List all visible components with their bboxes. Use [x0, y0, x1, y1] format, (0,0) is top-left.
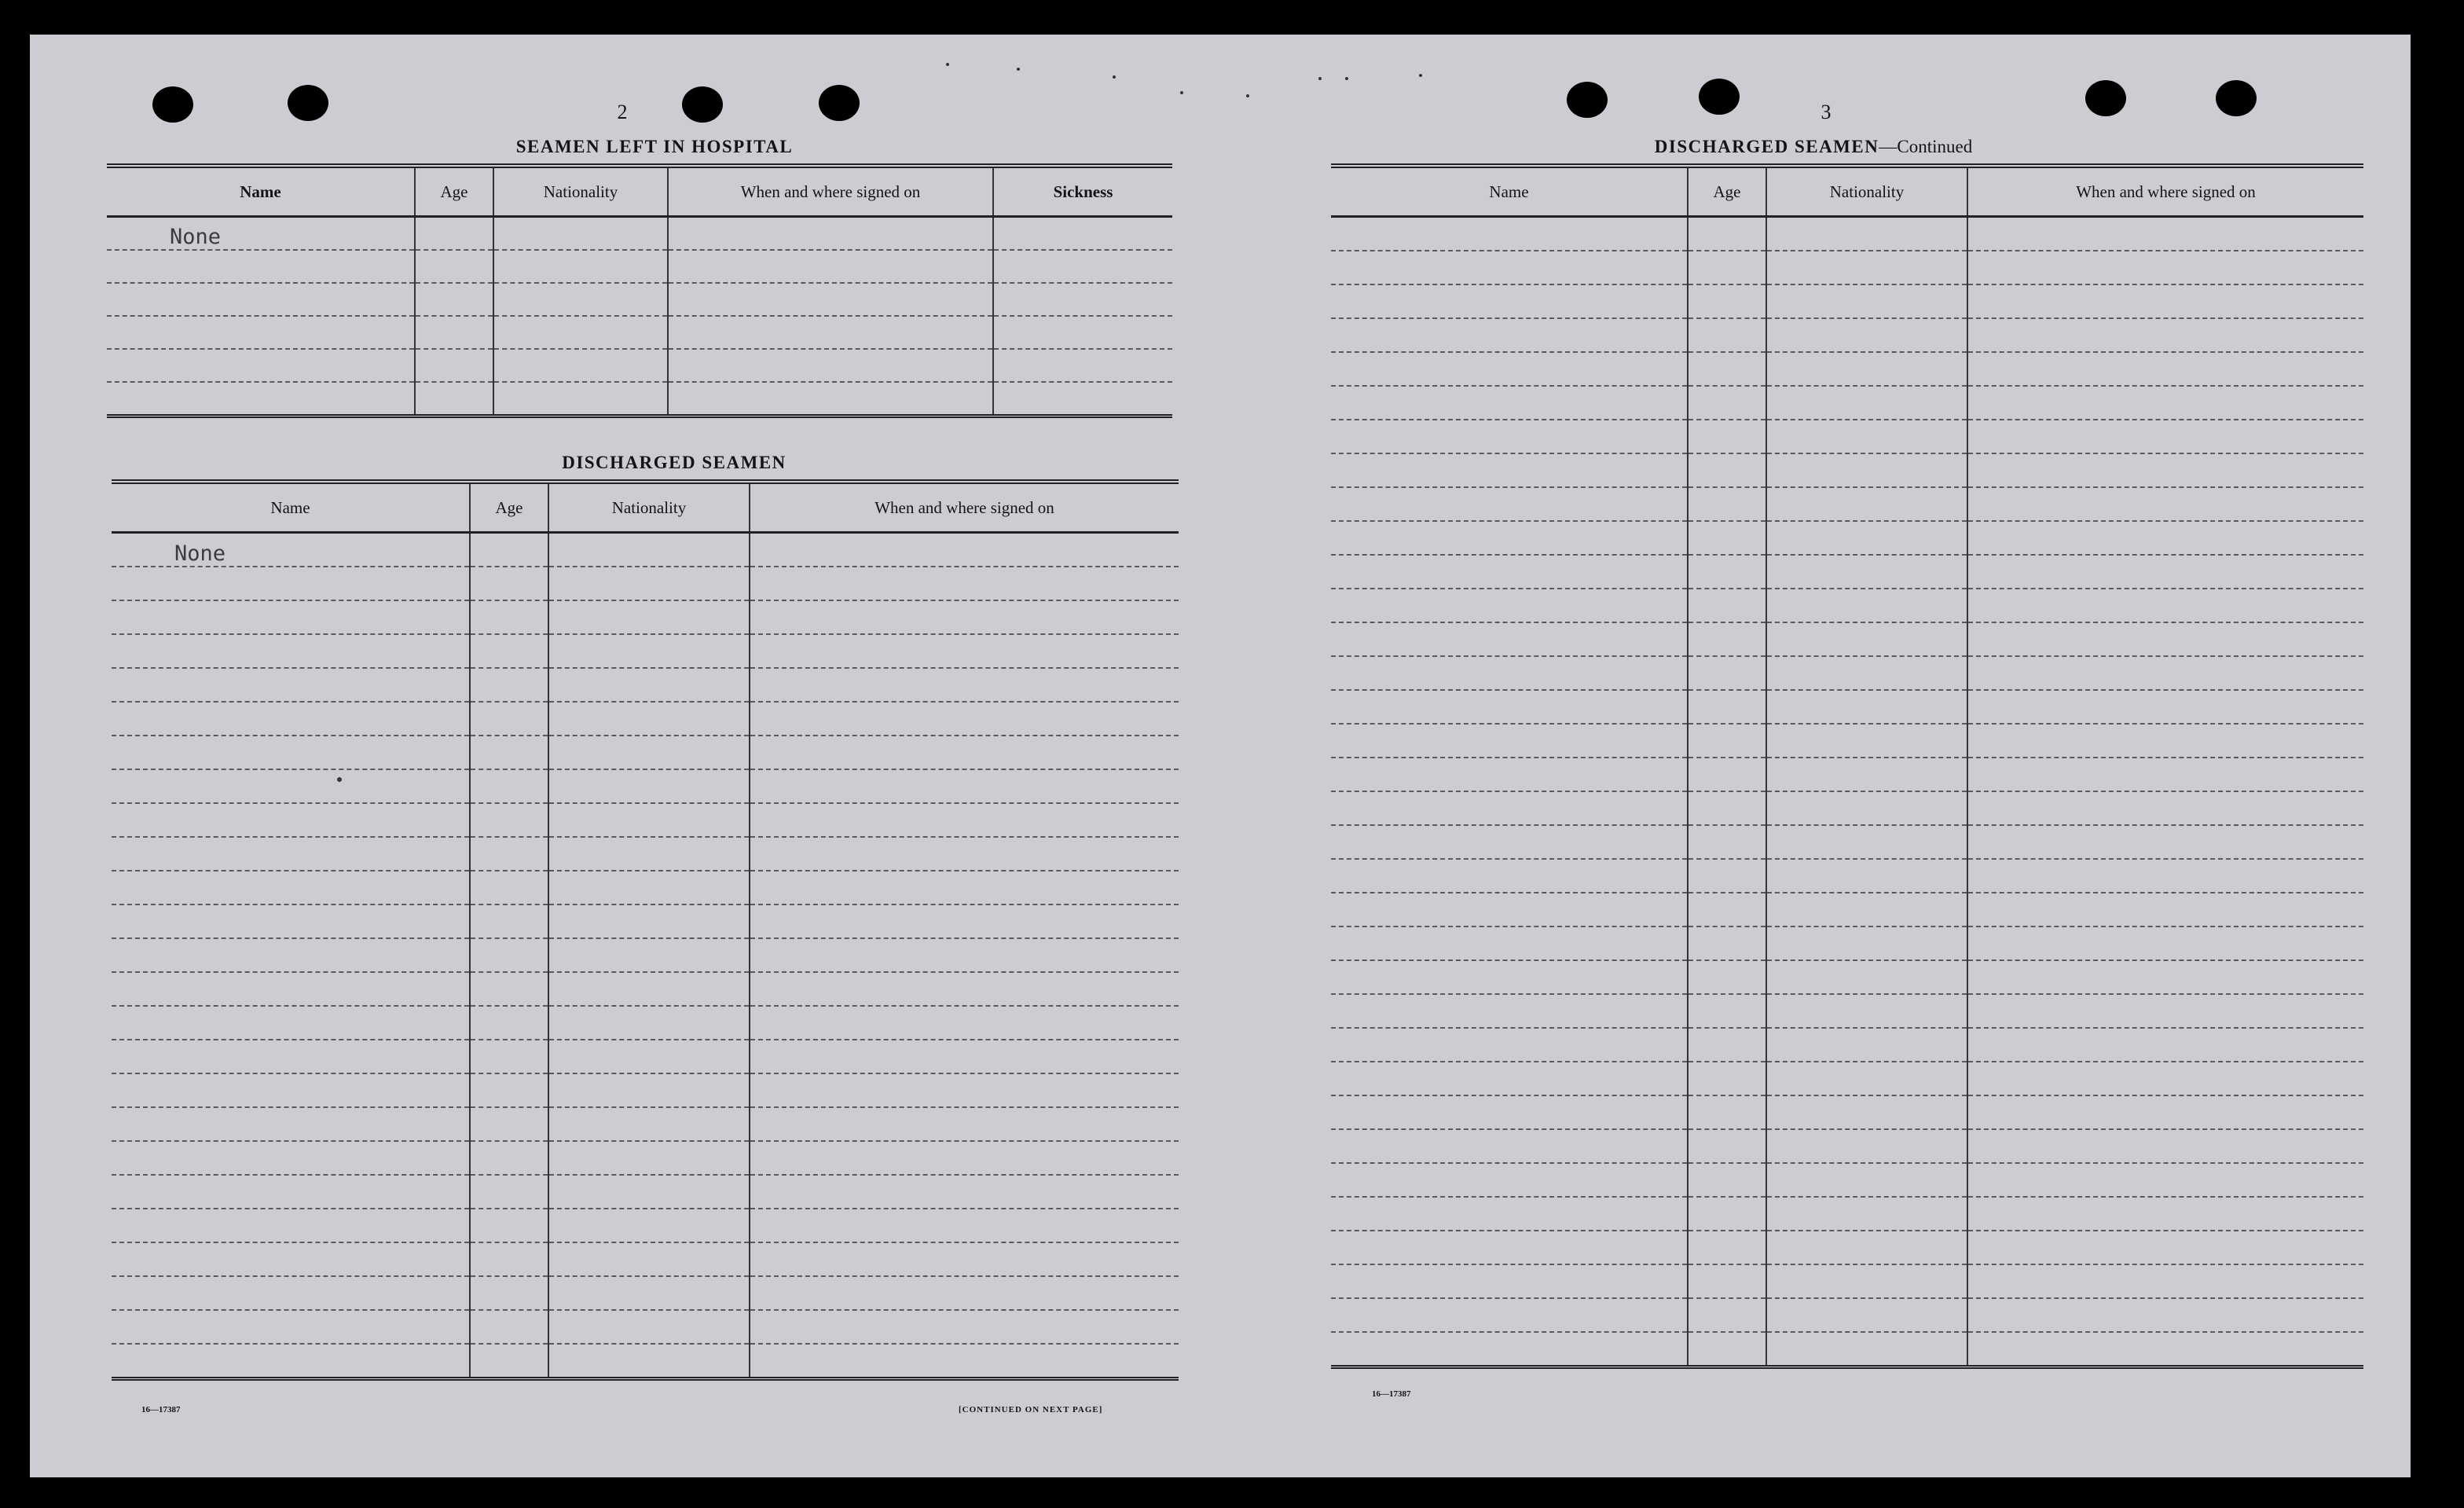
discharged-continued-title-text: DISCHARGED SEAMEN	[1654, 137, 1879, 156]
col-nationality-header: Nationality	[548, 482, 750, 533]
col-sickness-header: Sickness	[993, 166, 1172, 217]
speck	[337, 777, 342, 782]
page-number: 2	[617, 101, 628, 123]
table-cell: None	[112, 533, 470, 567]
speck	[1017, 68, 1020, 71]
continued-suffix: —Continued	[1879, 137, 1973, 156]
col-age-header: Age	[415, 166, 493, 217]
speck	[946, 63, 949, 66]
col-signed-on-header: When and where signed on	[668, 166, 993, 217]
speck	[1318, 77, 1322, 80]
col-name-header: Name	[1331, 166, 1688, 217]
table-cell: None	[107, 217, 415, 251]
discharged-title-text: DISCHARGED SEAMEN	[562, 453, 786, 472]
continued-note: [CONTINUED ON NEXT PAGE]	[959, 1405, 1103, 1414]
manifest-sheet	[30, 35, 2411, 1477]
form-code: 16—17387	[1372, 1389, 1411, 1399]
paper-specks	[30, 35, 2411, 1477]
speck	[1419, 74, 1422, 77]
speck	[1345, 77, 1348, 80]
col-name-header: Name	[107, 166, 415, 217]
col-name-header: Name	[112, 482, 470, 533]
hospital-title-text: SEAMEN LEFT IN HOSPITAL	[515, 137, 794, 156]
col-age-header: Age	[470, 482, 548, 533]
page-number: 3	[1820, 101, 1832, 123]
col-nationality-header: Nationality	[1766, 166, 1967, 217]
col-nationality-header: Nationality	[493, 166, 668, 217]
col-signed-on-header: When and where signed on	[750, 482, 1179, 533]
speck	[1246, 94, 1249, 97]
form-code: 16—17387	[141, 1405, 181, 1414]
col-signed-on-header: When and where signed on	[1967, 166, 2363, 217]
speck	[1113, 75, 1116, 79]
col-age-header: Age	[1688, 166, 1766, 217]
speck	[1180, 91, 1183, 94]
